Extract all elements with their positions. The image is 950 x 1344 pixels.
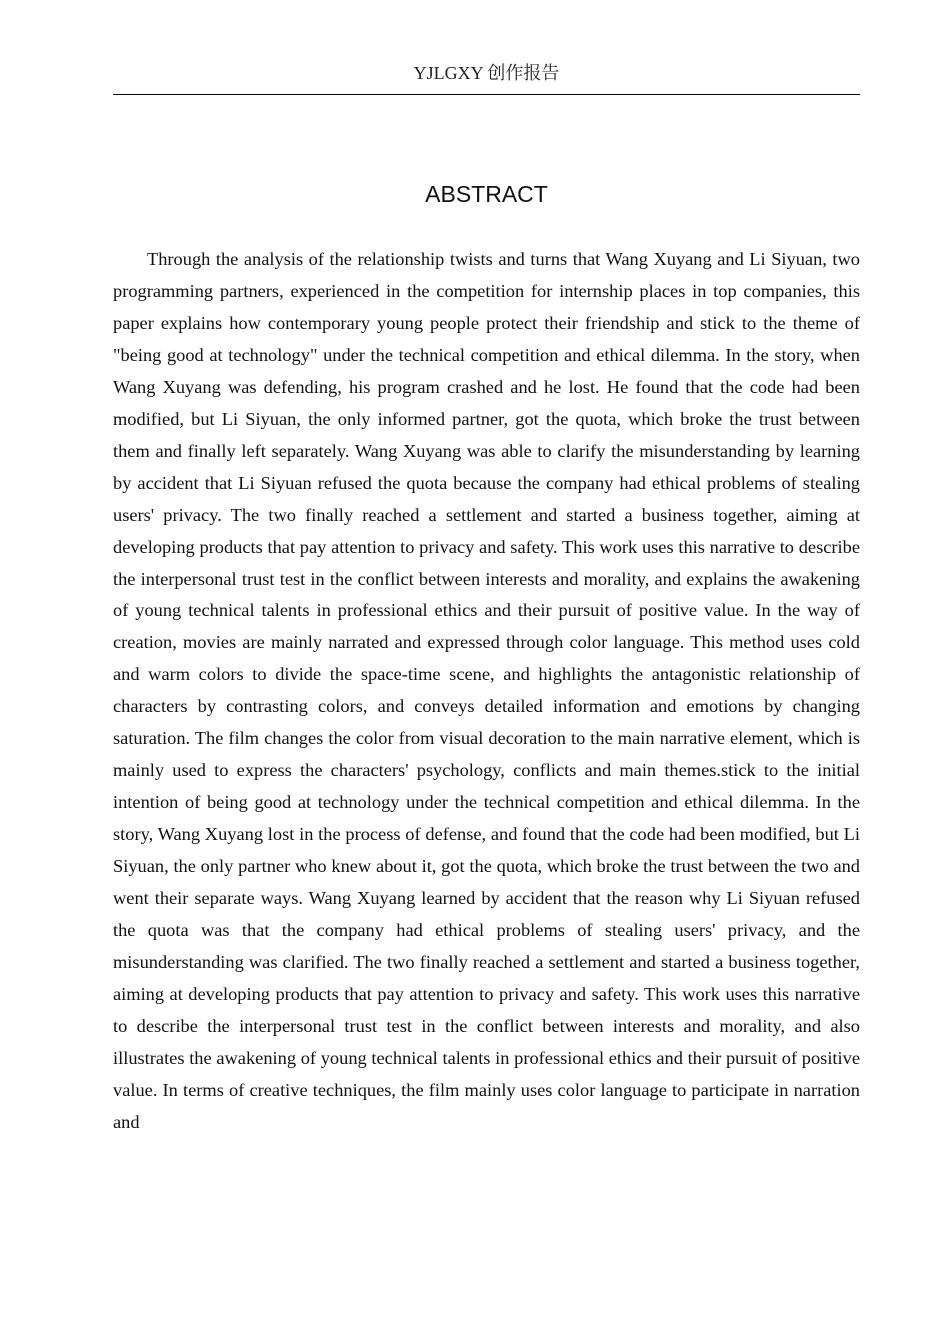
page-header (113, 60, 860, 95)
abstract-paragraph: Through the analysis of the relationship twists and turns that Wang Xuyang and Li Siyuan, two programming partners, experienced in the competition for internship places in top companies, this paper explains how contemporary young people protect their friendship and stick to the theme of "being good at technology" under the technical competition and ethical dilemma. In the story, when Wang Xuyang was defending, his program crashed and he lost. He found that the code had been modified, but Li Siyuan, the only informed partner, got the quota, which broke the trust between them and finally left separately. Wang Xuyang was able to clarify the misunderstanding by learning by accident that Li Siyuan refused the quota because the company had ethical problems of stealing users' privacy. The two finally reached a settlement and started a business together, aiming at developing products that pay attention to privacy and safety. This work uses this narrative to describe the interpersonal trust test in the conflict between interests and morality, and explains the awakening of young technical talents in professional ethics and their pursuit of positive value. In the way of creation, movies are mainly narrated and expressed through color language. This method uses cold and warm colors to divide the space-time scene, and highlights the antagonistic relationship of characters by contrasting colors, and conveys detailed information and emotions by changing saturation. The film changes the color from visual decoration to the main narrative element, which is mainly used to express the characters' psychology, conflicts and main themes.stick to the initial intention of being good at technology under the technical competition and ethical dilemma. In the story, Wang Xuyang lost in the process of defense, and found that the code had been modified, but Li Siyuan, the only partner who knew about it, got the quota, which broke the trust between the two and went their separate ways. Wang Xuyang learned by accident that the reason why Li Siyuan refused the quota was that the company had ethical problems of stealing users' privacy, and the misunderstanding was clarified. The two finally reached a settlement and started a business together, aiming at developing products that pay attention to privacy and safety. This work uses this narrative to describe the interpersonal trust test in the conflict between interests and morality, and also illustrates the awakening of young technical talents in professional ethics and their pursuit of positive value. In terms of creative techniques, the film mainly uses color language to participate in narration and (113, 249, 860, 1132)
abstract-title: ABSTRACT (425, 181, 548, 207)
header-text: YJLGXY 创作报告 (413, 63, 560, 83)
